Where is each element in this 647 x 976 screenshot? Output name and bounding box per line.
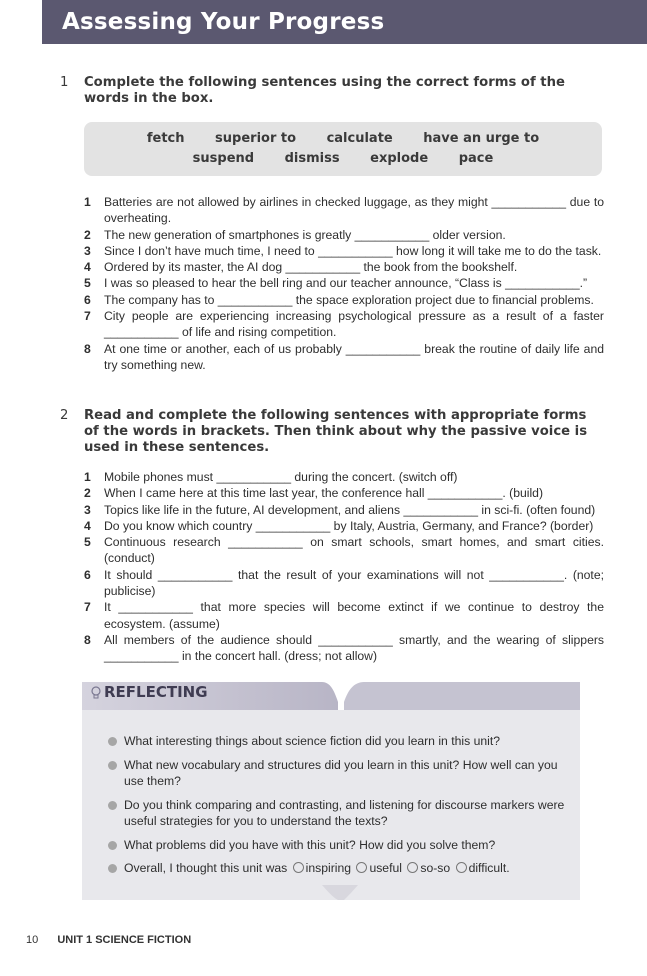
item-text: At one time or another, each of us probably ___________ break the routine of daily life and try something new.: [104, 341, 604, 372]
item-text: The new generation of smartphones is greatly ___________ older version.: [104, 227, 506, 242]
item-number: 3: [84, 502, 91, 517]
section-1-heading: [60, 75, 590, 109]
option-label: inspiring: [305, 861, 352, 875]
item-text: City people are experiencing increasing psychological pressure as a result of a faster ___________ of life and rising competition.: [104, 309, 604, 340]
reflecting-item-text: What problems did you have with this unit? How did you solve them?: [124, 837, 496, 852]
bullet-icon: [108, 841, 117, 850]
section-1-item: [84, 227, 604, 243]
option-label: difficult.: [468, 861, 510, 875]
reflecting-item-text: What interesting things about science fiction did you learn in this unit?: [124, 734, 500, 748]
reflecting-title: REFLECTING: [104, 683, 208, 701]
option-label: so-so: [420, 861, 451, 875]
word-box-word: explode: [370, 151, 429, 166]
item-text: Mobile phones must ___________ during the concert. (switch off): [104, 470, 458, 484]
item-text: It ___________ that more species will become extinct if we continue to destroy the ecosystem. (assume): [104, 600, 604, 631]
section-1-items: [84, 194, 604, 373]
word-box-row-1: [84, 131, 602, 146]
section-2-item: [84, 599, 604, 632]
section-2-item: [84, 518, 604, 534]
item-number: 4: [84, 260, 91, 275]
page-footer: [26, 934, 191, 946]
item-number: 6: [84, 292, 91, 307]
item-number: 8: [84, 632, 91, 647]
section-2-item: [84, 502, 604, 518]
word-box-word: suspend: [192, 151, 255, 166]
section-2-heading: [60, 408, 590, 458]
radio-inspiring[interactable]: [293, 862, 304, 873]
unit-label: UNIT 1 SCIENCE FICTION: [57, 934, 192, 946]
section-1-instruction: Complete the following sentences using the correct forms of the words in the box.: [84, 75, 565, 106]
radio-useful[interactable]: [356, 862, 367, 873]
reflecting-item: [108, 733, 568, 750]
section-2-items: [84, 469, 604, 665]
section-2-item: [84, 485, 604, 501]
section-1-item: [84, 243, 604, 259]
bullet-icon: [108, 761, 117, 770]
word-box-row-2: [84, 151, 602, 166]
radio-difficult[interactable]: [456, 862, 467, 873]
item-number: 1: [84, 470, 91, 484]
item-text: I was so pleased to hear the bell ring and our teacher announce, “Class is ___________.”: [104, 276, 588, 291]
section-2-item: [84, 632, 604, 665]
item-number: 7: [84, 600, 91, 615]
section-1-item: [84, 292, 604, 308]
item-number: 6: [84, 567, 91, 582]
section-1-item: [84, 275, 604, 291]
reflecting-list: [108, 733, 568, 884]
item-text: Do you know which country ___________ by Italy, Austria, Germany, and France? (border): [104, 518, 594, 533]
item-number: 2: [84, 486, 91, 501]
lightbulb-icon: [91, 686, 101, 700]
reflecting-item: [108, 837, 568, 854]
rating-lead: Overall, I thought this unit was: [124, 861, 288, 875]
item-number: 7: [84, 309, 91, 324]
reflecting-item-text: What new vocabulary and structures did you learn in this unit? How well can you use them?: [124, 757, 558, 788]
page-title: Assessing Your Progress: [62, 9, 385, 35]
section-2-item: [84, 567, 604, 600]
item-number: 2: [84, 227, 91, 242]
item-number: 8: [84, 341, 91, 356]
reflecting-item-rating: [108, 860, 568, 877]
item-text: The company has to ___________ the space exploration project due to financial problems.: [104, 292, 594, 307]
word-box-word: pace: [458, 151, 494, 166]
section-2-instruction: Read and complete the following sentences with appropriate forms of the words in brackets. Then think about why the passive voice is used in these sentences.: [84, 408, 588, 455]
section-2-number: 2: [60, 408, 69, 423]
word-box-word: calculate: [326, 131, 393, 146]
item-text: All members of the audience should ___________ smartly, and the wearing of slippers ___________ in the concert hall. (dress; not allow): [104, 632, 604, 664]
word-box-word: have an urge to: [423, 131, 540, 146]
item-number: 5: [84, 535, 91, 550]
section-2-item: [84, 534, 604, 567]
item-number: 1: [84, 195, 91, 209]
reflecting-item-text: Do you think comparing and contrasting, and listening for discourse markers were useful strategies for you to understand the texts?: [124, 797, 565, 828]
section-1-number: 1: [60, 75, 69, 90]
item-text: When I came here at this time last year, the conference hall ___________. (build): [104, 486, 544, 501]
word-box-word: superior to: [215, 131, 297, 146]
reflecting-item: [108, 757, 568, 790]
bullet-icon: [108, 737, 117, 746]
word-box-word: fetch: [146, 131, 185, 146]
reflecting-item: [108, 797, 568, 830]
item-number: 3: [84, 243, 91, 258]
page-number: 10: [26, 934, 39, 946]
item-text: It should ___________ that the result of your examinations will not ___________. (note; publicise): [104, 567, 604, 599]
item-text: Ordered by its master, the AI dog ___________ the book from the bookshelf.: [104, 260, 518, 275]
item-number: 5: [84, 276, 91, 291]
item-text: Continuous research ___________ on smart schools, smart homes, and smart cities. (conduct): [104, 535, 604, 566]
section-1-item: [84, 341, 604, 374]
word-box: [84, 122, 602, 176]
item-text: Topics like life in the future, AI development, and aliens ___________ in sci-fi. (often found): [104, 502, 596, 517]
page-header: [42, 0, 647, 44]
item-text: Since I don’t have much time, I need to ___________ how long it will take me to do the task.: [104, 243, 602, 258]
radio-so-so[interactable]: [407, 862, 418, 873]
bullet-icon: [108, 864, 117, 873]
option-label: useful: [369, 861, 402, 875]
section-1-item: [84, 259, 604, 275]
word-box-word: dismiss: [284, 151, 340, 166]
section-2-item: [84, 469, 604, 485]
item-number: 4: [84, 518, 91, 533]
item-text: Batteries are not allowed by airlines in checked luggage, as they might ___________ due to overheating.: [104, 195, 604, 226]
section-1-item: [84, 308, 604, 341]
bullet-icon: [108, 801, 117, 810]
section-1-item: [84, 194, 604, 227]
